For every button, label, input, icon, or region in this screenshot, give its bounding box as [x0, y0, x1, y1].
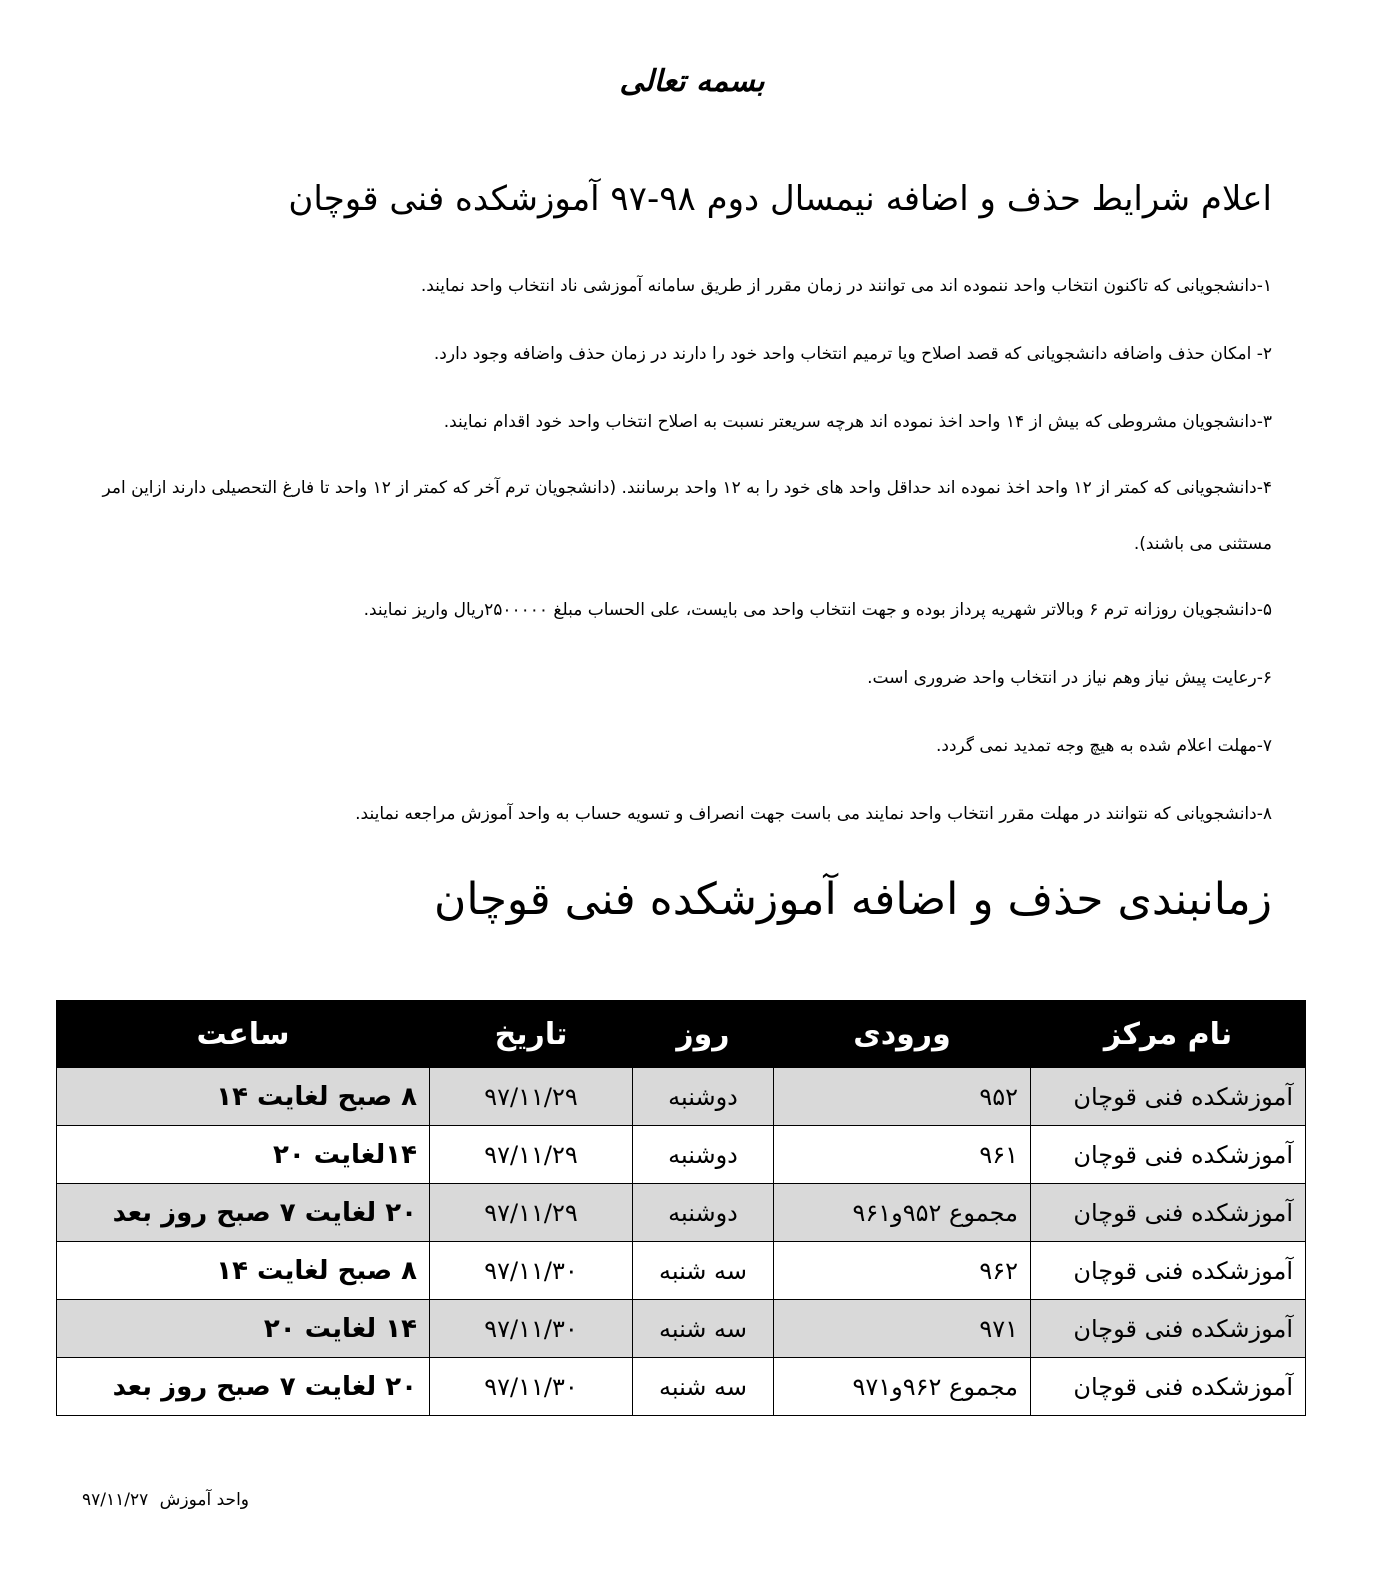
footer-unit: واحد آموزش [159, 1490, 249, 1510]
table-row [57, 1068, 1306, 1126]
entry-cell: مجموع ۹۵۲و۹۶۱ [774, 1184, 1031, 1242]
center-name-cell: آموزشکده فنی قوچان [1031, 1358, 1306, 1416]
condition-item-2: ۲- امکان حذف واضافه دانشجویانی که قصد اصلاح ویا ترمیم انتخاب واحد خود را دارند در زمان حذف واضافه وجود دارد. [433, 344, 1272, 364]
entry-cell: ۹۶۱ [774, 1126, 1031, 1184]
date-cell: ۹۷/۱۱/۲۹ [430, 1126, 633, 1184]
day-cell: سه شنبه [633, 1300, 774, 1358]
date-cell: ۹۷/۱۱/۳۰ [430, 1242, 633, 1300]
table-header-row [57, 1001, 1306, 1068]
table-row [57, 1300, 1306, 1358]
header-date: تاریخ [430, 1001, 633, 1068]
center-name-cell: آموزشکده فنی قوچان [1031, 1126, 1306, 1184]
header-entry: ورودی [774, 1001, 1031, 1068]
hour-cell: ۸ صبح لغایت ۱۴ [57, 1242, 430, 1300]
hour-cell: ۱۴ لغایت ۲۰ [57, 1300, 430, 1358]
table-row [57, 1184, 1306, 1242]
day-cell: سه شنبه [633, 1358, 774, 1416]
entry-cell: ۹۷۱ [774, 1300, 1031, 1358]
schedule-table [56, 1000, 1306, 1416]
center-name-cell: آموزشکده فنی قوچان [1031, 1184, 1306, 1242]
condition-item-8: ۸-دانشجویانی که نتوانند در مهلت مقرر انتخاب واحد نمایند می باست جهت انصراف و تسویه حساب به واحد آموزش مراجعه نمایند. [355, 804, 1272, 824]
entry-cell: ۹۵۲ [774, 1068, 1031, 1126]
center-name-cell: آموزشکده فنی قوچان [1031, 1068, 1306, 1126]
announcement-title: اعلام شرایط حذف و اضافه نیمسال دوم ۹۸-۹۷ آموزشکده فنی قوچان [288, 179, 1272, 219]
header-hour: ساعت [57, 1001, 430, 1068]
footer-date: ۹۷/۱۱/۲۷ [82, 1490, 149, 1510]
entry-cell: مجموع ۹۶۲و۹۷۱ [774, 1358, 1031, 1416]
conditions-list [60, 266, 1272, 834]
center-name-cell: آموزشکده فنی قوچان [1031, 1242, 1306, 1300]
date-cell: ۹۷/۱۱/۳۰ [430, 1358, 633, 1416]
hour-cell: ۲۰ لغایت ۷ صبح روز بعد [57, 1184, 430, 1242]
hour-cell: ۲۰ لغایت ۷ صبح روز بعد [57, 1358, 430, 1416]
hour-cell: ۸ صبح لغایت ۱۴ [57, 1068, 430, 1126]
date-cell: ۹۷/۱۱/۳۰ [430, 1300, 633, 1358]
condition-item-4: ۴-دانشجویانی که کمتر از ۱۲ واحد اخذ نموده اند حداقل واحد های خود را به ۱۲ واحد برسانند. (دانشجویان ترم آخر که کمتر از ۱۲ واحد تا فارغ التحصیلی دارند ازاین امر مستثنی می باشند). [102, 478, 1272, 554]
day-cell: دوشنبه [633, 1068, 774, 1126]
schedule-title: زمانبندی حذف و اضافه آموزشکده فنی قوچان [434, 874, 1272, 925]
condition-item-6: ۶-رعایت پیش نیاز وهم نیاز در انتخاب واحد ضروری است. [867, 668, 1272, 688]
day-cell: دوشنبه [633, 1126, 774, 1184]
header-center-name: نام مرکز [1031, 1001, 1306, 1068]
basmala-heading: بسمه تعالی [619, 64, 765, 99]
day-cell: سه شنبه [633, 1242, 774, 1300]
condition-item-7: ۷-مهلت اعلام شده به هیچ وجه تمدید نمی گردد. [935, 736, 1272, 756]
footer-signature [76, 1490, 249, 1510]
condition-item-1: ۱-دانشجویانی که تاکنون انتخاب واحد ننموده اند می توانند در زمان مقرر از طریق سامانه آموزشی ناد انتخاب واحد نمایند. [420, 276, 1272, 296]
header-day: روز [633, 1001, 774, 1068]
center-name-cell: آموزشکده فنی قوچان [1031, 1300, 1306, 1358]
day-cell: دوشنبه [633, 1184, 774, 1242]
condition-item-3: ۳-دانشجویان مشروطی که بیش از ۱۴ واحد اخذ نموده اند هرچه سریعتر نسبت به اصلاح انتخاب واحد خود اقدام نمایند. [443, 412, 1272, 432]
date-cell: ۹۷/۱۱/۲۹ [430, 1184, 633, 1242]
entry-cell: ۹۶۲ [774, 1242, 1031, 1300]
condition-item-5: ۵-دانشجویان روزانه ترم ۶ وبالاتر شهریه پرداز بوده و جهت انتخاب واحد می بایست، علی الحساب مبلغ ۲۵۰۰۰۰۰ریال واریز نمایند. [363, 600, 1272, 620]
table-row [57, 1242, 1306, 1300]
table-row [57, 1358, 1306, 1416]
table-row [57, 1126, 1306, 1184]
hour-cell: ۱۴لغایت ۲۰ [57, 1126, 430, 1184]
date-cell: ۹۷/۱۱/۲۹ [430, 1068, 633, 1126]
